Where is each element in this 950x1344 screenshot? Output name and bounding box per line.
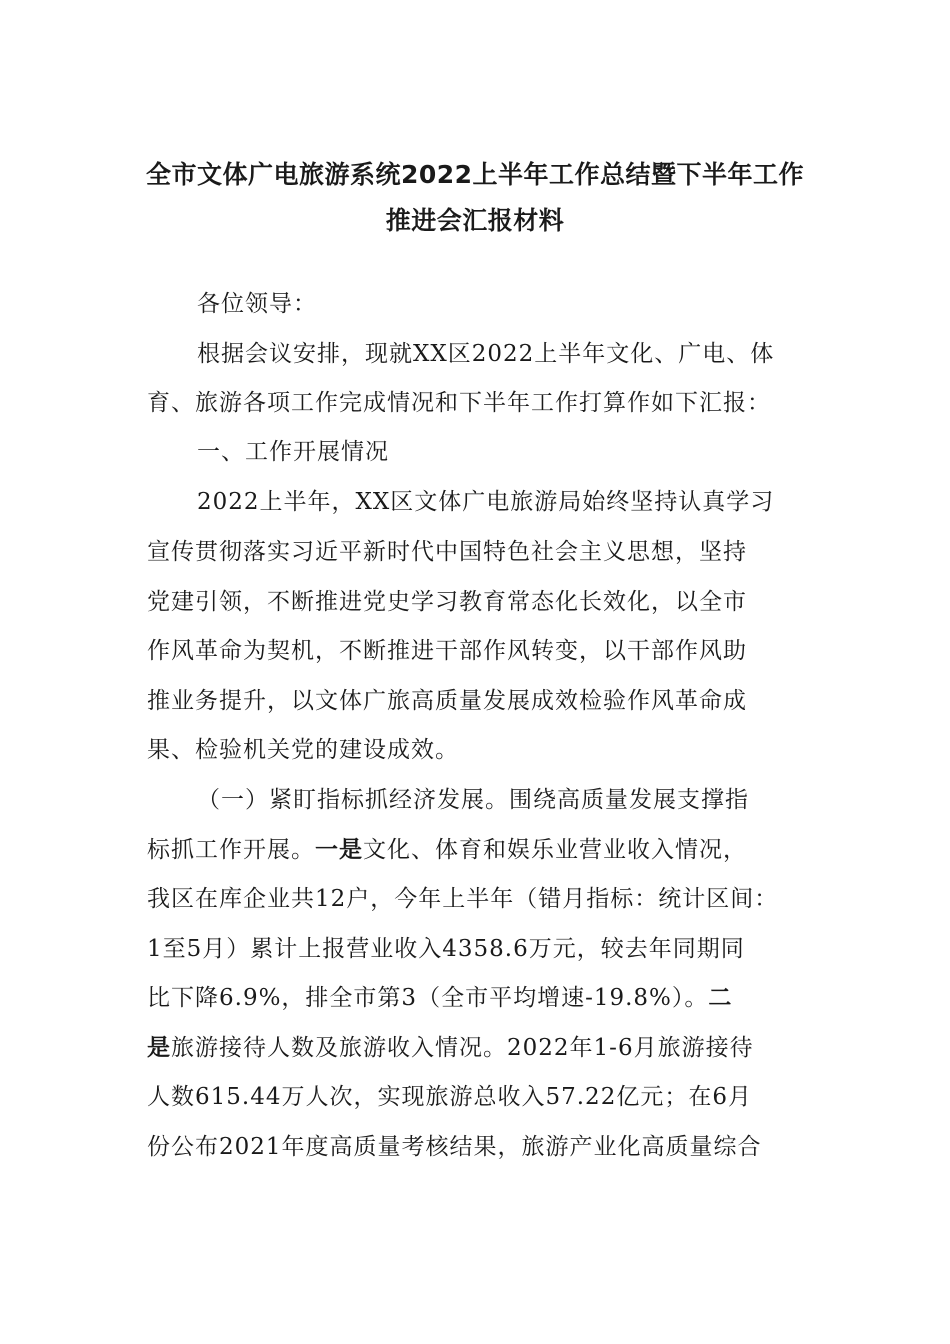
document-title-line-1: 全市文体广电旅游系统2022上半年工作总结暨下半年工作 [145, 160, 805, 189]
paragraph-2-line-4: 1至5月）累计上报营业收入4358.6万元，较去年同期同 [147, 936, 745, 962]
paragraph-2-line-6 [147, 1031, 754, 1065]
text-run: 旅游接待人数及旅游收入情况。2022年1-6月旅游接待 [171, 1035, 754, 1061]
paragraph-1-line-3: 党建引领，不断推进党史学习教育常态化长效化，以全市 [147, 589, 747, 615]
paragraph-1-line-4: 作风革命为契机，不断推进干部作风转变，以干部作风助 [147, 638, 747, 664]
section-heading: 一、工作开展情况 [197, 439, 389, 465]
paragraph-2-line-7: 人数615.44万人次，实现旅游总收入57.22亿元；在6月 [147, 1084, 752, 1110]
intro-line-2: 育、旅游各项工作完成情况和下半年工作打算作如下汇报： [147, 390, 771, 416]
paragraph-2-line-5 [147, 981, 732, 1015]
paragraph-2-line-3: 我区在库企业共12户，今年上半年（错月指标：统计区间： [147, 886, 779, 912]
paragraph-1-line-1: 2022上半年，XX区文体广电旅游局始终坚持认真学习 [197, 489, 775, 515]
paragraph-1-line-6: 果、检验机关党的建设成效。 [147, 737, 459, 763]
paragraph-2-line-1: （一）紧盯指标抓经济发展。围绕高质量发展支撑指 [197, 787, 749, 813]
paragraph-2-line-2 [147, 833, 747, 867]
document-title-line-2: 推进会汇报材料 [385, 206, 565, 235]
emphasis-second-start: 二 [708, 985, 733, 1011]
paragraph-2-line-8: 份公布2021年度高质量考核结果，旅游产业化高质量综合 [147, 1134, 762, 1160]
paragraph-1-line-2: 宣传贯彻落实习近平新时代中国特色社会主义思想，坚持 [147, 539, 747, 565]
text-run: 文化、体育和娱乐业营业收入情况， [363, 837, 747, 863]
text-run: 比下降6.9%，排全市第3（全市平均增速-19.8%）。 [147, 985, 709, 1011]
greeting: 各位领导： [197, 291, 317, 317]
emphasis-first: 一是 [315, 837, 363, 863]
intro-line-1: 根据会议安排，现就XX区2022上半年文化、广电、体 [197, 341, 775, 367]
paragraph-1-line-5: 推业务提升，以文体广旅高质量发展成效检验作风革命成 [147, 688, 747, 714]
emphasis-second-end: 是 [147, 1035, 171, 1061]
text-run: 标抓工作开展。 [147, 837, 315, 863]
